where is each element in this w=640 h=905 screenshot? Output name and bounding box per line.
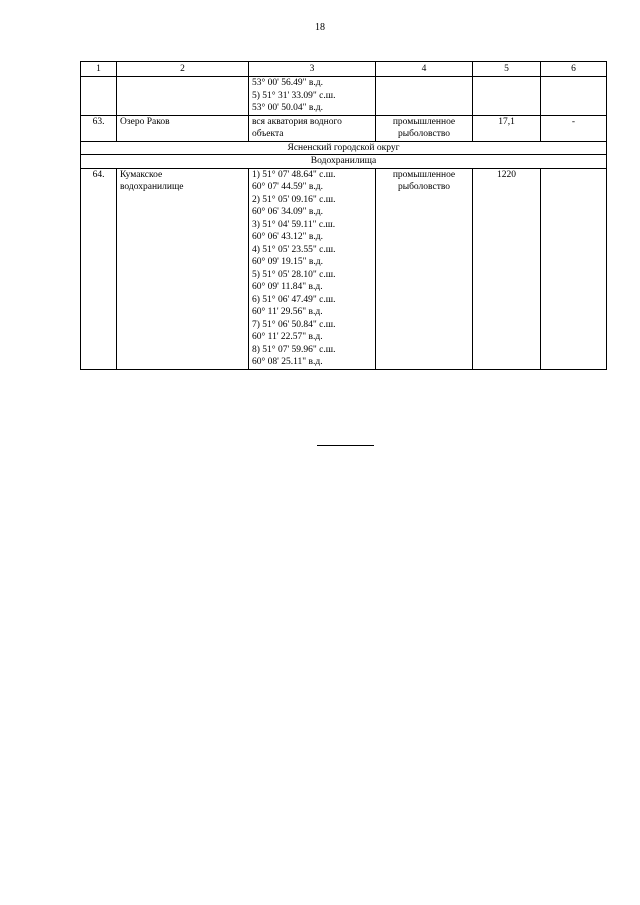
cell-number: 64. (81, 168, 117, 369)
coordinate-line: 1) 51° 07' 48.64" с.ш. (252, 169, 336, 180)
section-row-type (81, 155, 607, 169)
cell-area (473, 77, 541, 116)
coordinate-line: 5) 51° 05' 28.10" с.ш. (252, 269, 336, 280)
table-header-row (81, 62, 607, 77)
cell-use-type (376, 77, 473, 116)
column-header-5: 5 (473, 62, 541, 77)
use-line: промышленное (392, 169, 456, 180)
column-header-1: 1 (81, 62, 117, 77)
coordinate-line: 60° 11' 22.57" в.д. (252, 332, 323, 342)
name-line: Кумакское (120, 169, 163, 180)
section-heading-type: Водохранилища (81, 155, 607, 169)
coordinate-line: 60° 09' 11.84" в.д. (252, 282, 323, 292)
coordinate-line: 60° 08' 25.11" в.д. (252, 357, 323, 367)
cell-coordinates (249, 77, 376, 116)
coordinate-line: 7) 51° 06' 50.84" с.ш. (252, 319, 336, 330)
cell-extra (541, 168, 607, 369)
name-line: водохранилище (120, 182, 184, 192)
cell-extra (541, 77, 607, 116)
water-bodies-table (80, 61, 607, 370)
cell-area: 1220 (473, 168, 541, 369)
table-row-63 (81, 115, 607, 141)
use-line: рыболовство (397, 182, 451, 192)
coordinate-line: 53° 00' 50.04" в.д. (252, 103, 323, 113)
cell-name (117, 168, 249, 369)
cell-area: 17,1 (473, 115, 541, 141)
cell-name (117, 77, 249, 116)
coordinate-line: 60° 09' 19.15" в.д. (252, 257, 323, 267)
cell-coordinates (249, 115, 376, 141)
coordinate-line: 6) 51° 06' 47.49" с.ш. (252, 294, 336, 305)
cell-use-type (376, 168, 473, 369)
coordinate-line: 53° 00' 56.49" в.д. (252, 78, 323, 88)
coordinate-line: 60° 06' 43.12" в.д. (252, 232, 323, 242)
use-line: промышленное (392, 116, 456, 127)
cell-extra: - (541, 115, 607, 141)
cell-coordinates (249, 168, 376, 369)
coordinate-line: 4) 51° 05' 23.55" с.ш. (252, 244, 336, 255)
use-line: рыболовство (397, 129, 451, 139)
coordinate-line: 2) 51° 05' 09.16" с.ш. (252, 194, 336, 205)
coordinate-line: вся акватория водного (252, 116, 342, 127)
cell-number (81, 77, 117, 116)
column-header-6: 6 (541, 62, 607, 77)
coordinate-line: объекта (252, 129, 284, 139)
end-separator-line (317, 445, 374, 446)
section-heading-district: Ясненский городской округ (81, 141, 607, 155)
coordinate-line: 60° 07' 44.59" в.д. (252, 182, 323, 192)
column-header-2: 2 (117, 62, 249, 77)
page-number: 18 (315, 22, 325, 33)
table-row-64 (81, 168, 607, 369)
cell-name: Озеро Раков (117, 115, 249, 141)
column-header-4: 4 (376, 62, 473, 77)
coordinate-line: 8) 51° 07' 59.96" с.ш. (252, 344, 336, 355)
cell-use-type (376, 115, 473, 141)
coordinate-line: 3) 51° 04' 59.11" с.ш. (252, 219, 336, 230)
column-header-3: 3 (249, 62, 376, 77)
coordinate-line: 60° 11' 29.56" в.д. (252, 307, 323, 317)
table-row-continuation (81, 77, 607, 116)
cell-number: 63. (81, 115, 117, 141)
coordinate-line: 60° 06' 34.09" в.д. (252, 207, 323, 217)
coordinate-line: 5) 51° 31' 33.09" с.ш. (252, 90, 336, 101)
section-row-district (81, 141, 607, 155)
